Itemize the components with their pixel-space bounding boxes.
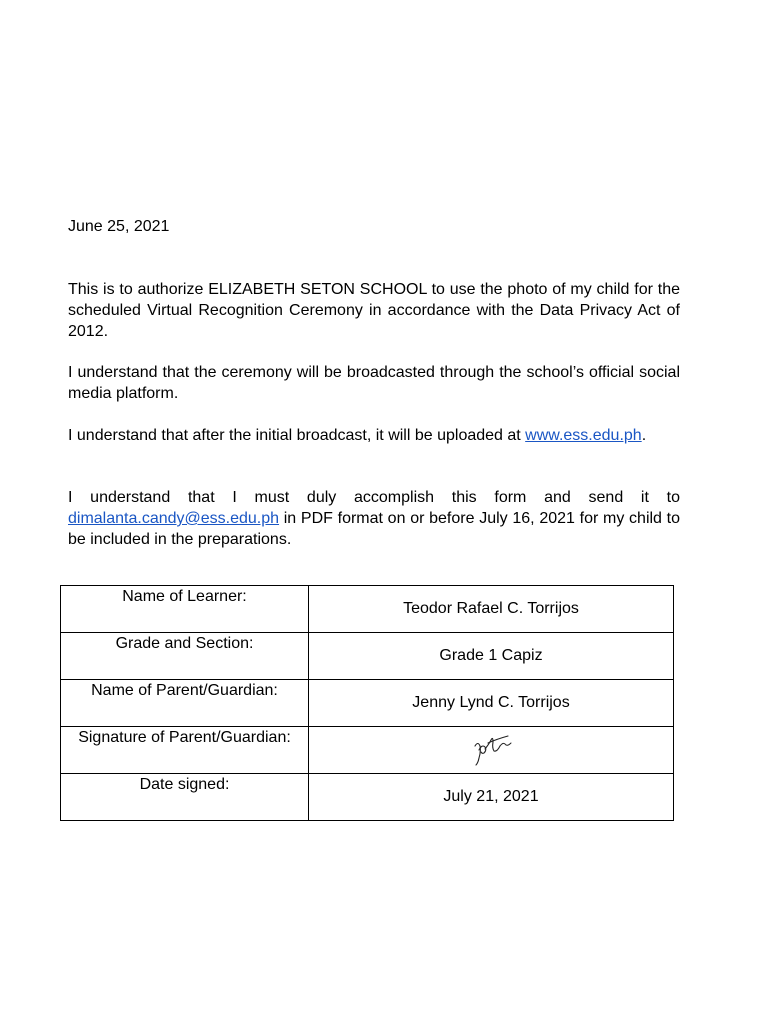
upload-paragraph-text: I understand that after the initial broadcast, it will be uploaded at <box>68 427 526 444</box>
learner-info-table <box>60 585 674 821</box>
learner-name-value: Teodor Rafael C. Torrijos <box>309 586 674 633</box>
upload-paragraph <box>68 425 680 446</box>
signature-image <box>467 732 515 768</box>
parent-name-label: Name of Parent/Guardian: <box>61 680 309 727</box>
table-row <box>61 586 674 633</box>
learner-name-label: Name of Learner: <box>61 586 309 633</box>
letter-date: June 25, 2021 <box>68 218 170 235</box>
signature-label: Signature of Parent/Guardian: <box>61 727 309 774</box>
authorization-paragraph: This is to authorize ELIZABETH SETON SCHOOL to use the photo of my child for the scheduled Virtual Recognition Ceremony in accordance with the Data Privacy Act of 2012. <box>68 281 680 340</box>
table-row <box>61 633 674 680</box>
grade-section-value: Grade 1 Capiz <box>309 633 674 680</box>
broadcast-paragraph: I understand that the ceremony will be broadcasted through the school’s official social media platform. <box>68 364 680 402</box>
date-signed-label: Date signed: <box>61 774 309 821</box>
signature-cell <box>309 727 674 774</box>
website-link[interactable]: www.ess.edu.ph <box>525 427 642 444</box>
submission-paragraph-end: in PDF format on or before July 16, 2021 for my child to be included in the preparations. <box>68 510 680 548</box>
upload-paragraph-end: . <box>641 427 647 444</box>
date-signed-value: July 21, 2021 <box>309 774 674 821</box>
table-row <box>61 727 674 774</box>
submission-paragraph-text: I understand that I must duly accomplish this form and send it to <box>68 489 680 506</box>
table-row <box>61 774 674 821</box>
parent-name-value: Jenny Lynd C. Torrijos <box>309 680 674 727</box>
grade-section-label: Grade and Section: <box>61 633 309 680</box>
email-link[interactable]: dimalanta.candy@ess.edu.ph <box>68 510 280 527</box>
table-row <box>61 680 674 727</box>
submission-paragraph <box>68 487 680 550</box>
